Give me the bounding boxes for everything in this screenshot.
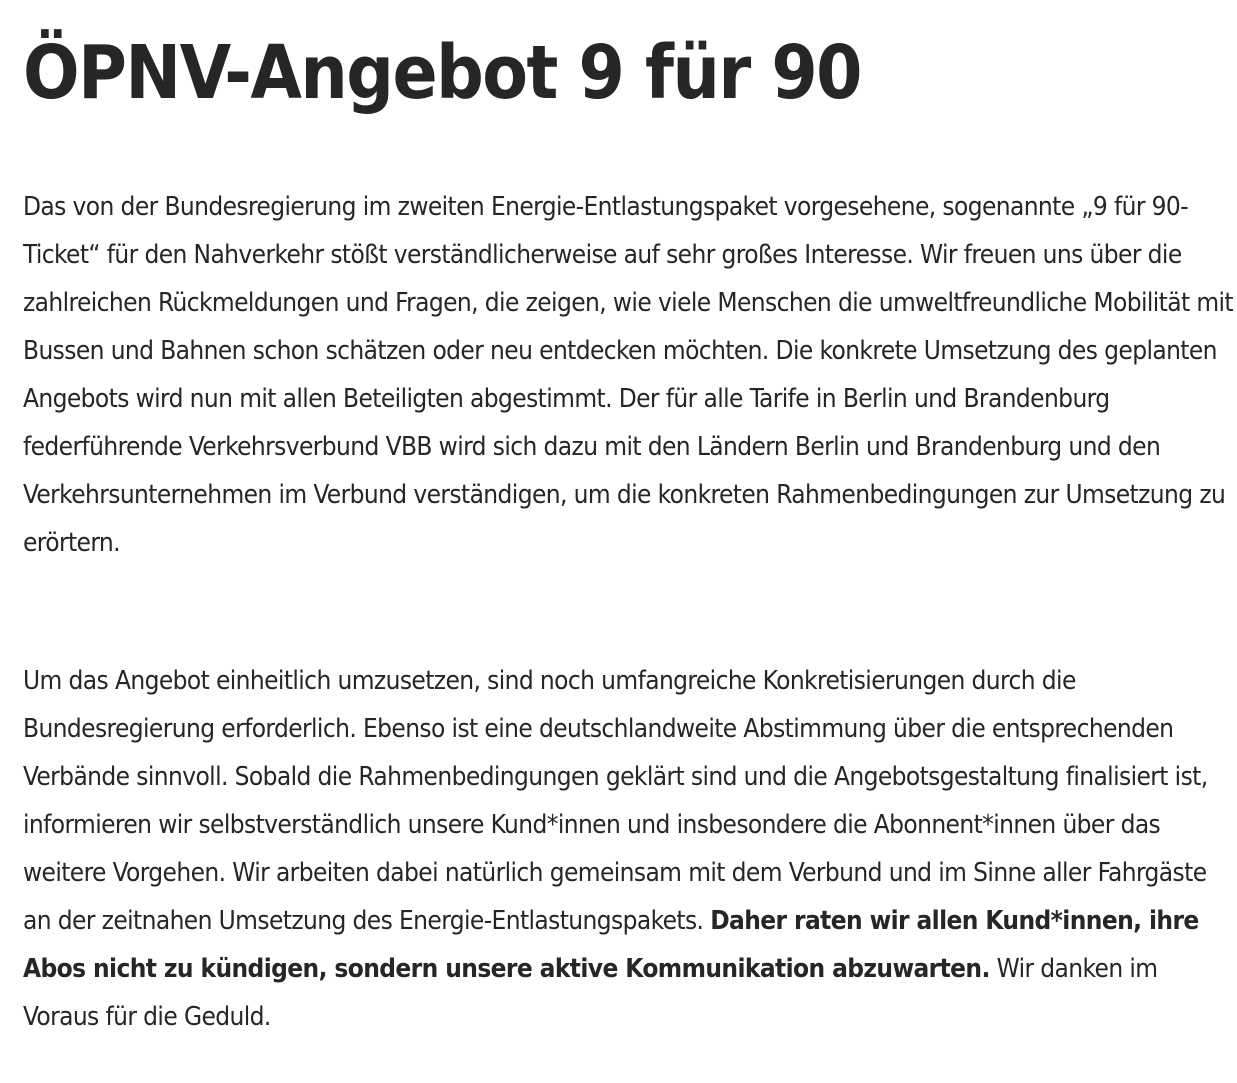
paragraph-2-intro-text: Um das Angebot einheitlich umzusetzen, sind noch umfangreiche Konkretisierungen durch die Bundesregierung erforderlich. Ebenso ist eine deutschlandweite Abstimmung über die entsprechenden Verbände sinnvoll. Sobald die Rahmenbedingungen geklärt sind und die Angebotsgestaltung finalisiert ist, informieren wir selbstverständlich unsere Kund*innen und insbesondere die Abonnent*innen über das weitere Vorgehen. Wir arbeiten dabei natürlich gemeinsam mit dem Verbund und im Sinne aller Fahrgäste an der zeitnahen Umsetzung des Energie-Entlastungspakets.: [23, 666, 1208, 936]
paragraph-2-bold-notice: Daher raten wir allen Kund*innen, ihre Abos nicht zu kündigen, sondern unsere aktive Kommunikation abzuwarten.: [23, 906, 1199, 984]
article-paragraph-2: [23, 657, 1233, 1041]
article-title: ÖPNV-Angebot 9 für 90: [23, 30, 861, 116]
article-paragraph-1: Das von der Bundesregierung im zweiten Energie-Entlastungspaket vorgesehene, sogenannte „9 für 90-Ticket“ für den Nahverkehr stößt verständlicherweise auf sehr großes Interesse. Wir freuen uns über die zahlreichen Rückmeldungen und Fragen, die zeigen, wie viele Menschen die umweltfreundliche Mobilität mit Bussen und Bahnen schon schätzen oder neu entdecken möchten. Die konkrete Umsetzung des geplanten Angebots wird nun mit allen Beteiligten abgestimmt. Der für alle Tarife in Berlin und Brandenburg federführende Verkehrsverbund VBB wird sich dazu mit den Ländern Berlin und Brandenburg und den Verkehrsunternehmen im Verbund verständigen, um die konkreten Rahmenbedingungen zur Umsetzung zu erörtern.: [23, 192, 1234, 558]
paragraph-2-closing-text: Wir danken im Voraus für die Geduld.: [23, 954, 1158, 1032]
